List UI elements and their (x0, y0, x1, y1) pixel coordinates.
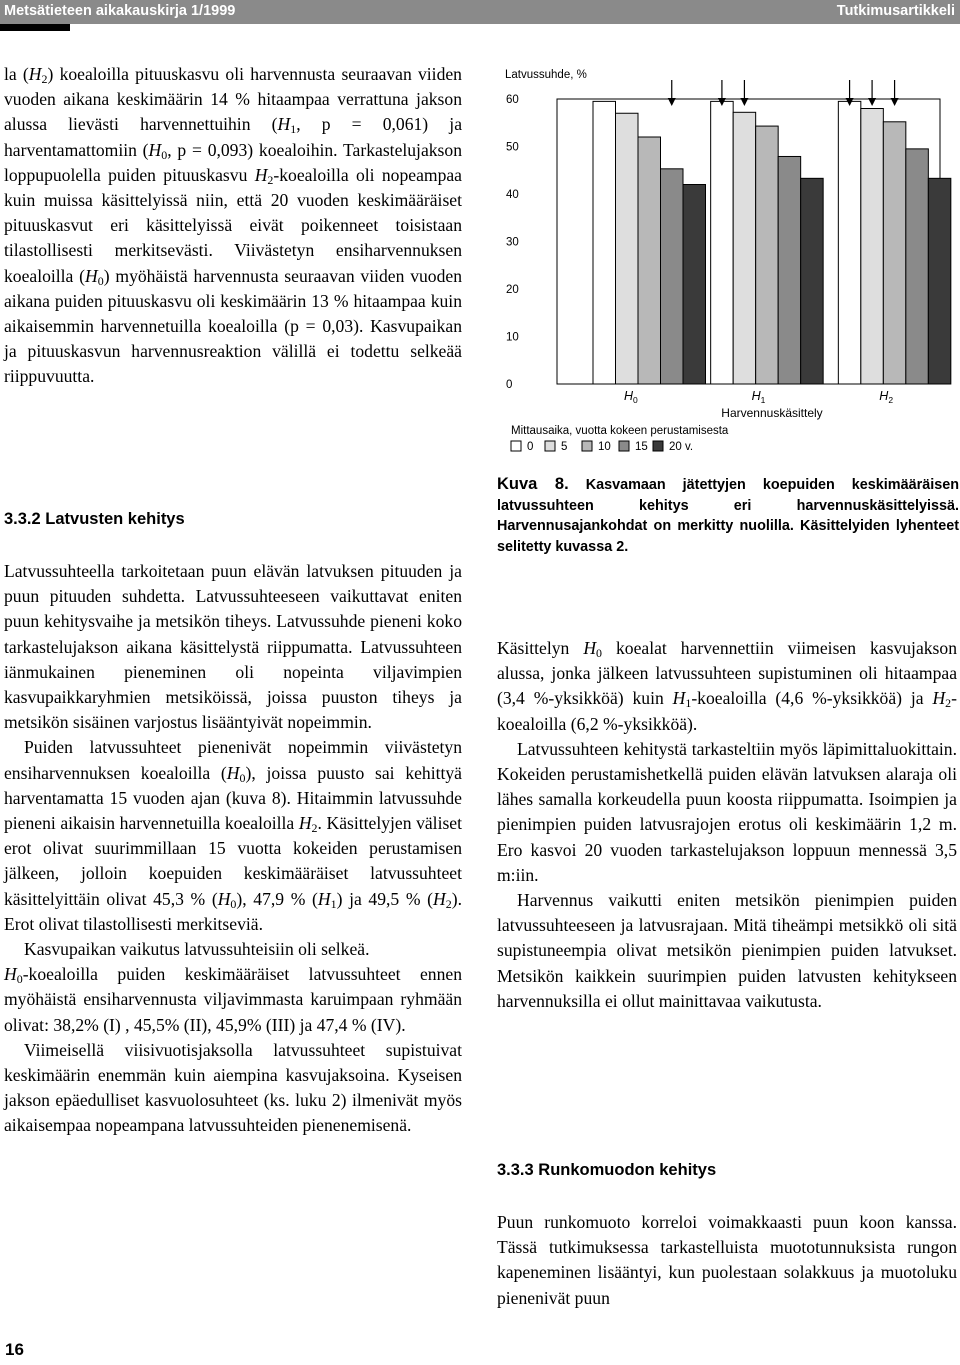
section-heading-3-3-2: 3.3.2 Latvusten kehitys (4, 510, 185, 528)
left-column-top (4, 62, 462, 390)
thinning-arrow (868, 80, 876, 106)
bar (756, 126, 779, 384)
bar (883, 122, 906, 384)
bar (778, 156, 801, 384)
legend-swatch (653, 441, 663, 451)
bar (661, 169, 684, 384)
figure-caption (497, 474, 959, 557)
legend-swatch (545, 441, 555, 451)
paragraph: Kasvupaikan vaikutus latvussuhteisiin oli selkeä. $H_0$-koealoilla puiden keskimääräiset latvussuhteet ennen myöhäistä ensiharvennusta viljavimmasta karuimpaan ryhmään olivat: 38,2% (I) , 45,5% (II), 45,9% (III) ja 47,4 % (IV). (4, 939, 462, 1035)
legend-label: 0 (527, 441, 534, 453)
category-label: $H_2$ (879, 389, 894, 405)
paragraph: Latvussuhteen kehitystä tarkasteltiin myös läpimittaluokittain. Kokeiden perustamishetkellä puiden elävän latvuksen alaraja oli lähes samalla korkeudella puun koosta riippumatta. Isoimpien ja pienimpien puiden latvusrajojen erotus oli keskimäärin 1,2 m. Ero kasvoi 20 vuoden tarkastelujakson loppuun mennessä 3,5 m:iin. (497, 738, 957, 885)
right-column-bottom (497, 1210, 957, 1311)
section-label: Tutkimusartikkeli (836, 3, 955, 19)
right-column (497, 636, 957, 1014)
bar (711, 101, 734, 384)
legend-label: 15 (635, 441, 648, 453)
journal-title: Metsätieteen aikakauskirja 1/1999 (4, 3, 236, 19)
bar (906, 149, 929, 384)
y-tick-label: 20 (506, 284, 519, 296)
caption-text: Kasvamaan jätettyjen koepuiden keskimääräisen latvussuhteen kehitys eri harvennuskäsittelyissä. Harvennusajankohdat on merkitty nuolilla. Käsittelyiden lyhenteet selitetty kuvassa 2. (497, 477, 960, 555)
legend-title: Mittausaika, vuotta kokeen perustamisesta (511, 425, 729, 437)
x-axis-label: Harvennuskäsittely (721, 406, 823, 420)
category-label: $H_1$ (751, 389, 766, 405)
legend-swatch (582, 441, 592, 451)
y-tick-label: 60 (506, 94, 519, 106)
paragraph: Viimeisellä viisivuotisjaksolla latvussuhteet supistuivat keskimäärin enemmän kuin aiempina kasvujaksoina. Kyseisen jakson epäedulliset kasvuolosuhteet (ks. luku 2) ilmenivät myös aikaisempaa nopeampana latvussuhteiden pienenemisenä. (4, 1039, 462, 1136)
legend-swatch (619, 441, 629, 451)
bar (683, 185, 706, 385)
y-tick-label: 50 (506, 141, 519, 154)
category-label: $H_0$ (623, 389, 638, 405)
thinning-arrow (668, 80, 676, 106)
bar (593, 101, 616, 384)
legend-label: 20 v. (669, 441, 694, 453)
legend-label: 10 (598, 441, 611, 453)
bar-chart (497, 62, 957, 462)
bar (801, 178, 824, 384)
bar (928, 178, 951, 384)
figure-label: Kuva 8. (497, 475, 569, 493)
left-column-body (4, 559, 462, 1139)
paragraph: Harvennus vaikutti eniten metsikön pienimpien puiden latvussuhteeseen ja latvusrajaan. Mitä tiheämpi metsikkö oli sitä supistuneempia olivat metsikön pienimpien puiden latvukset. Metsikön kaikkein suurimpien puiden latvusten kehitykseen harvennuksilla ei ollut mainittavaa vaikutusta. (497, 890, 957, 1011)
paragraph: Käsittelyn $H_0$ koealat harvennettiin viimeisen kasvujakson alussa, jonka jälkeen latvussuhteen supistuminen oli hitaampaa (3,4 %-yksikköä) kuin $H_1$-koealoilla (4,6 %-yksikköä) ja $H_2$-koealoilla (6,2 %-yksikköä). (497, 638, 957, 734)
paragraph: Puiden latvussuhteet pienenivät nopeimmin viivästetyn ensiharvennuksen koealoilla $(H_0)$, joissa puusto sai kehittyä harventamatta 15 vuoden ajan (kuva 8). Hitaimmin latvussuhde pieneni aikaisin harvennetuilla koealoilla $H_2$. Käsittelyjen väliset erot olivat suurimmillaan 15 vuotta kokeiden perustamisen jälkeen, jolloin koepuiden keskimääräiset latvussuhteet käsittelyittäin olivat 45,3 % $(H_0)$, 47,9 % $(H_1)$ ja 49,5 % $(H_2)$. Erot olivat tilastollisesti merkitseviä. (4, 737, 462, 934)
thinning-arrow (891, 80, 899, 106)
legend-label: 5 (561, 441, 568, 453)
y-tick-label: 0 (506, 379, 513, 391)
thinning-arrow (740, 80, 748, 106)
y-tick-label: 40 (506, 189, 519, 201)
y-tick-label: 10 (506, 331, 519, 344)
bar (861, 109, 884, 385)
paragraph: Latvussuhteella tarkoitetaan puun elävän latvuksen pituuden ja puun pituuden suhdetta. Latvussuhteeseen vaikuttavat eniten puun kehitysvaihe ja metsikön tiheys. Latvussuhde pieneni koko tarkastelujakson aikana käsittelystä riippumatta. Latvussuhteen iänmukainen pieneminen oli nopeinta viljavimpien kasvupaikkaryhmien metsiköissä, joissa puuston tiheys ja metsikön sisäinen varjostus lisääntyivät nopeimmin. (4, 561, 462, 733)
bar (733, 112, 756, 384)
running-header (0, 0, 960, 24)
paragraph: la $(H_2)$ koealoilla pituuskasvu oli harvennusta seuraavan viiden vuoden aikana keskimäärin 14 % hitaampaa verrattuna jakson alussa lievästi harvennettuihin ($H_1$, p = 0,061) ja harventamattomiin ($H_0$, p = 0,093) koealoihin. Tarkastelujakson loppupuolella puiden pituuskasvu $H_2$-koealoilla oli nopeampaa kuin muissa käsittelyissä niin, että 20 vuoden keskimääräiset pituuskasvut eri käsittelyissä eivät poikenneet toisistaan tilastollisesti merkitsevästi. Viivästetyn ensiharvennuksen koealoilla $(H_0)$ myöhäistä harvennusta seuraavan viiden vuoden aikana puiden pituuskasvu oli keskimäärin 13 % hitaampaa kuin aikaisemmin harvennetuilla koealoilla (p = 0,03). Kasvupaikan ja pituuskasvun harvennusreaktion välillä ei todettu selkeää riippuvuutta. (4, 64, 463, 387)
legend-swatch (511, 441, 521, 451)
bar (616, 113, 639, 384)
section-heading-3-3-3: 3.3.3 Runkomuodon kehitys (497, 1161, 717, 1179)
y-axis-label: Latvussuhde, % (505, 69, 587, 81)
bar (638, 137, 661, 384)
bar (838, 101, 861, 384)
header-mark (0, 24, 70, 31)
paragraph: Puun runkomuoto korreloi voimakkaasti puun koon kanssa. Tässä tutkimuksessa tarkastelluista muototunnuksista rungon kapeneminen lisääntyi, kun puolestaan solakkuus ja muotoluku pienenivät puun (497, 1212, 957, 1308)
page-number: 16 (5, 1340, 24, 1359)
y-tick-label: 30 (506, 236, 519, 249)
